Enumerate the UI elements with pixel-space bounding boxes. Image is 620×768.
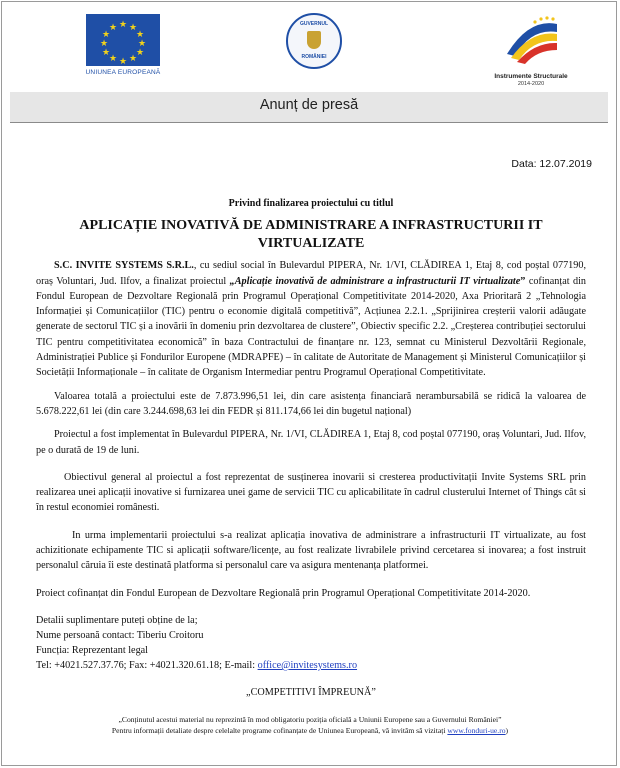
structural-instruments-years: 2014-2020 [517, 81, 545, 87]
paragraph-results: In urma implementarii proiectului s-a realizat aplicația inovativa de administrare a infrastructurii IT virtualizate, au fost achizitionate echipamente TIC si aplicații software/licențe, au fost realizate livrabilele privind cercetarea si inovarea; a fost instruit personalul căruia îi este destinată platforma si personalul care va asigura mentenanța platformei. [36, 529, 586, 572]
company-name: S.C. INVITE SYSTEMS S.R.L. [54, 260, 194, 272]
footer-info-line [20, 725, 600, 736]
gov-top-text: GUVERNUL [299, 21, 329, 27]
email-link[interactable]: office@invitesystems.ro [257, 659, 358, 671]
footer-info-text: Pentru informații detaliate despre celelalte programe cofinanțate de Uniunea Europeană, vă invităm să vizitați [111, 726, 448, 735]
slogan: „COMPETITIVI ÎMPREUNĂ” [246, 686, 376, 698]
eu-logo [84, 14, 162, 76]
eu-caption: UNIUNEA EUROPEANĂ [85, 69, 161, 76]
release-date: Data: 12.07.2019 [511, 158, 592, 170]
gov-bottom-text: ROMÂNIEI [301, 54, 327, 60]
contact-line-1: Detalii suplimentare puteți obține de la; [36, 614, 198, 626]
fonduri-ue-link[interactable]: www.fonduri-ue.ro [447, 726, 506, 735]
paragraph-value: Valoarea totală a proiectului este de 7.873.996,51 lei, din care asistența financiară nerambursabilă se ridică la valoarea de 5.678.222,61 lei (din care 3.244.698,63 lei din FEDR și 811.174,66 lei din bugetul național) [36, 390, 586, 417]
eu-flag-icon: ★ ★ ★ ★ ★ ★ ★ ★ ★ ★ ★ ★ [86, 14, 160, 66]
government-logo [286, 13, 342, 69]
project-name: „Aplicație inovativă de administrare a infrastructurii IT virtualizate [229, 275, 521, 287]
paragraph-objective: Obiectivul general al proiectul a fost reprezentat de susținerea inovarii si cresterea productivitații Invite Systems SRL prin realizarea unei aplicații inovative si furnizarea unei game de servicii TIC cu aplicabilitate în cadrul clusterului Internet of Things cât si în restul economiei românesti. [36, 471, 586, 514]
footer-info-suffix: ) [505, 726, 509, 735]
paragraph-intro [36, 258, 586, 380]
banner-title: Anunț de presă [259, 97, 359, 113]
project-title: APLICAȚIE INOVATIVĂ DE ADMINISTRARE A INFRASTRUCTURII IT VIRTUALIZATE [79, 218, 543, 251]
footer [20, 714, 600, 736]
structural-instruments-caption: Instrumente Structurale [494, 73, 568, 80]
contact-phone-line [36, 658, 586, 673]
coat-of-arms-icon [307, 31, 321, 49]
intro-text-b: cofinanțat din Fondul European de Dezvoltare Regională prin Programul Operațional Competitivitate 2014-2020, Axa Prioritară 2 „Tehnologia Informației și Comunicațiilor (TIC) pentru o economie digitală competitivă”, Acțiunea 2.2.1. „Sprijinirea creșterii valorii adăugate generate de sectorul TIC și a inovării în domeniu prin dezvoltarea de clustere”, Obiectiv specific 2.2. „Creșterea contribuției sectorului TIC pentru competitivitatea economică” în baza Contractului de finanțare nr. 123, semnat cu Ministerul Dezvoltării Regionale, Administrației Publice și Fondurilor Europene (MDRAPFE) – în calitate de Autoritate de Management și Ministerul Comunicațiilor și Societății Informaționale – în calitate de Organism Intermediar pentru Programul Operațional Competitivitate. [36, 275, 586, 379]
government-seal-icon [286, 13, 342, 69]
contact-role: Funcția: Reprezentant legal [36, 644, 149, 656]
project-quote-end: ” [520, 275, 526, 287]
paragraph-location: Proiectul a fost implementat în Bulevardul PIPERA, Nr. 1/VI, CLĂDIREA 1, Etaj 8, cod poștal 077190, oraș Voluntari, Jud. Ilfov, pe o durată de 19 de luni. [36, 429, 586, 456]
footer-disclaimer: „Conținutul acestui material nu reprezintă în mod obligatoriu poziția oficială a Uniunii Europene sau a Guvernului României” [118, 715, 502, 724]
press-release-body [36, 196, 586, 700]
press-banner [10, 92, 608, 123]
contact-person: Nume persoană contact: Tiberiu Croitoru [36, 629, 204, 641]
intro-text-a: , cu sediul social în Bulevardul PIPERA, Nr. 1/VI, CLĂDIREA 1, Etaj 8, cod poștal 077190, oraș Voluntari, Jud. Ilfov, a finalizat proiectul [36, 260, 587, 287]
subtitle: Privind finalizarea proiectului cu titlul [228, 198, 394, 209]
contact-phone-fax: Tel: +4021.527.37.76; Fax: +4021.320.61.18; E-mail: [36, 659, 258, 671]
contact-block [36, 613, 586, 673]
structural-instruments-icon [501, 14, 561, 66]
structural-instruments-logo [486, 14, 576, 87]
paragraph-cofinancing: Proiect cofinanțat din Fondul European de Dezvoltare Regională prin Programul Operațional Competitivitate 2014-2020. [36, 587, 531, 599]
